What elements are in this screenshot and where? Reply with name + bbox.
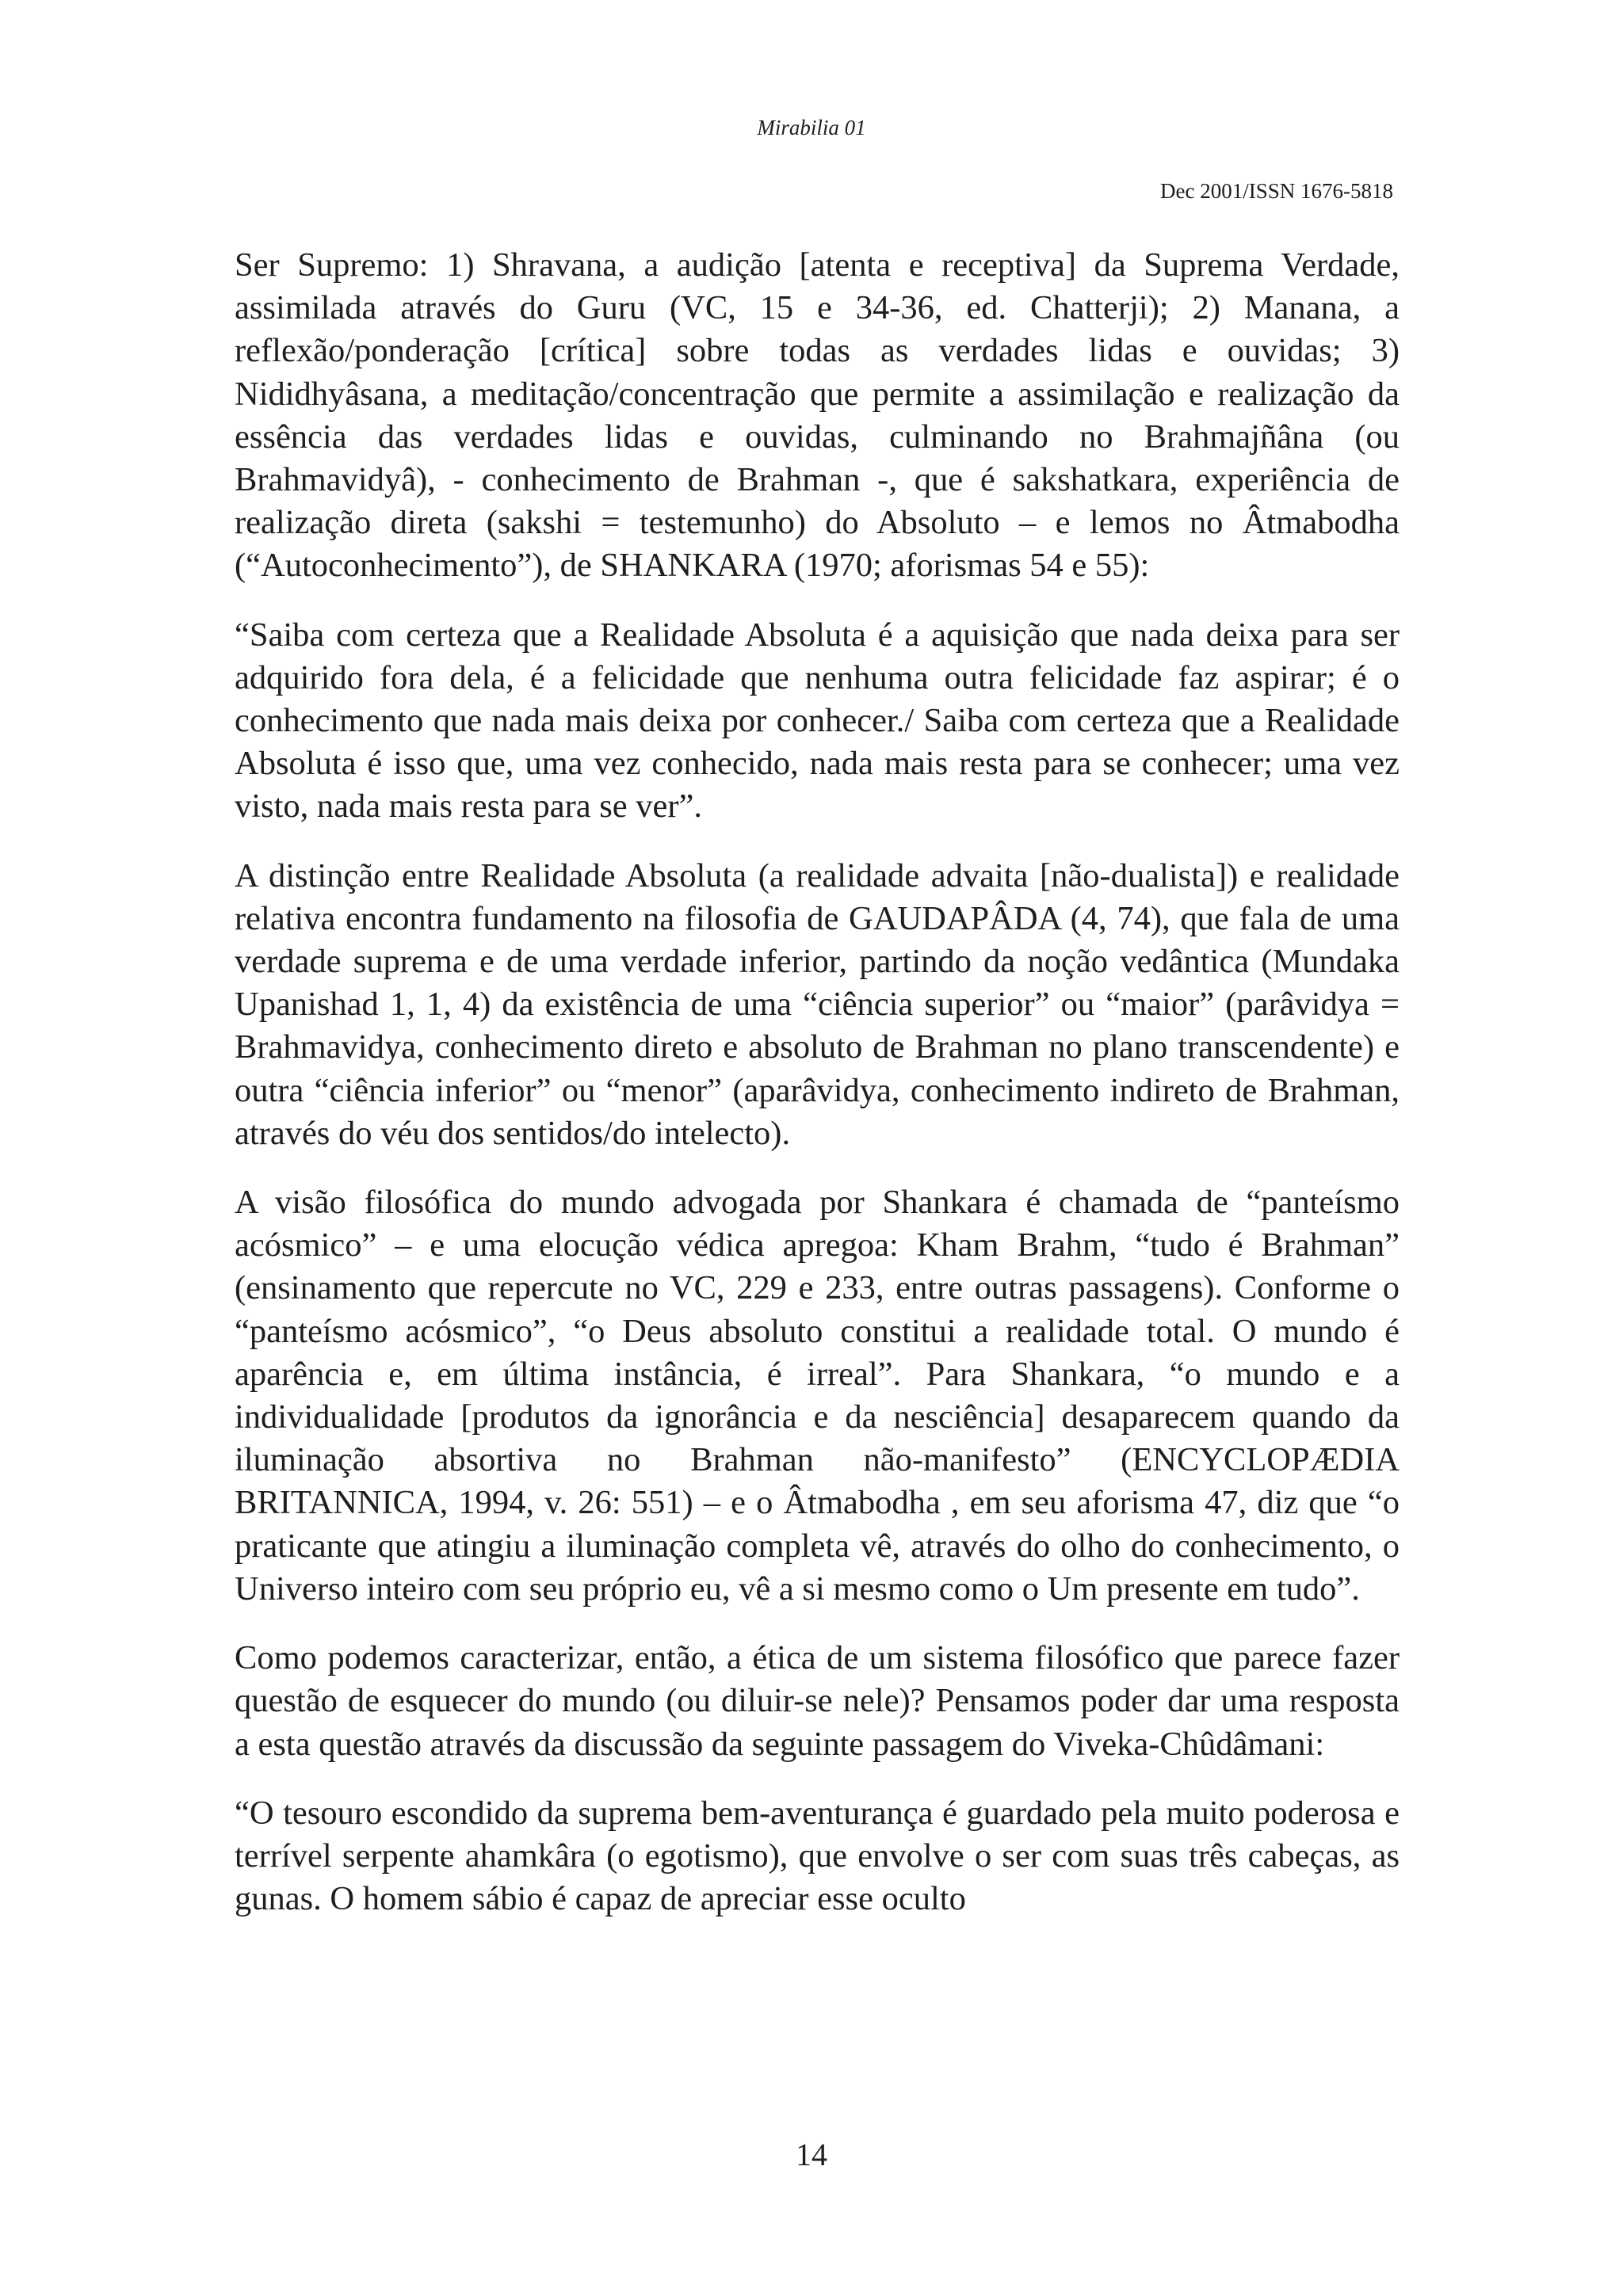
paragraph-4: A visão filosófica do mundo advogada por Shankara é chamada de “panteísmo acósmico” – e uma elocução védica apregoa: Kham Brahm, “tudo é Brahman” (ensinamento que repercute no VC, 229 e 233, entre outras passagens). Conforme o “panteísmo acósmico”, “o Deus absoluto constitui a realidade total. O mundo é aparência e, em última instância, é irreal”. Para Shankara, “o mundo e a individualidade [produtos da ignorância e da nesciência] desaparecem quando da iluminação absortiva no Brahman não-manifesto” (ENCYCLOPÆDIA BRITANNICA, 1994, v. 26: 551) – e o Âtmabodha , em seu aforisma 47, diz que “o praticante que atingiu a iluminação completa vê, através do olho do conhecimento, o Universo inteiro com seu próprio eu, vê a si mesmo como o Um presente em tudo”. [235, 1184, 1400, 1608]
paragraph-5: Como podemos caracterizar, então, a ética de um sistema filosófico que parece fazer questão de esquecer do mundo (ou diluir-se nele)? Pensamos poder dar uma resposta a esta questão através da discussão da seguinte passagem do Viveka-Chûdâmani: [235, 1639, 1400, 1763]
body-text [235, 244, 1400, 1947]
journal-title: Mirabilia 01 [757, 116, 866, 139]
paragraph-2-quote: “Saiba com certeza que a Realidade Absoluta é a aquisição que nada deixa para ser adquirido fora dela, é a felicidade que nenhuma outra felicidade faz aspirar; é o conhecimento que nada mais deixa por conhecer./ Saiba com certeza que a Realidade Absoluta é isso que, uma vez conhecido, nada mais resta para se conhecer; uma vez visto, nada mais resta para se ver”. [235, 616, 1400, 826]
paragraph-3: A distinção entre Realidade Absoluta (a realidade advaita [não-dualista]) e realidade relativa encontra fundamento na filosofia de GAUDAPÂDA (4, 74), que fala de uma verdade suprema e de uma verdade inferior, partindo da noção vedântica (Mundaka Upanishad 1, 1, 4) da existência de uma “ciência superior” ou “maior” (parâvidya = Brahmavidya, conhecimento direto e absoluto de Brahman no plano transcendente) e outra “ciência inferior” ou “menor” (aparâvidya, conhecimento indireto de Brahman, através do véu dos sentidos/do intelecto). [235, 856, 1400, 1152]
paragraph-6-quote: “O tesouro escondido da suprema bem-aventurança é guardado pela muito poderosa e terrível serpente ahamkâra (o egotismo), que envolve o ser com suas três cabeças, as gunas. O homem sábio é capaz de apreciar esse oculto [235, 1794, 1400, 1918]
paragraph-1: Ser Supremo: 1) Shravana, a audição [atenta e receptiva] da Suprema Verdade, assimilada através do Guru (VC, 15 e 34-36, ed. Chatterji); 2) Manana, a reflexão/ponderação [crítica] sobre todas as verdades lidas e ouvidas; 3) Nididhyâsana, a meditação/concentração que permite a assimilação e realização da essência das verdades lidas e ouvidas, culminando no Brahmajñâna (ou Brahmavidyâ), - conhecimento de Brahman -, que é sakshatkara, experiência de realização direta (sakshi = testemunho) do Absoluto – e lemos no Âtmabodha (“Autoconhecimento”), de SHANKARA (1970; aforismas 54 e 55): [235, 246, 1400, 585]
issue-info: Dec 2001/ISSN 1676-5818 [1160, 179, 1393, 203]
page-number: 14 [796, 2137, 827, 2172]
